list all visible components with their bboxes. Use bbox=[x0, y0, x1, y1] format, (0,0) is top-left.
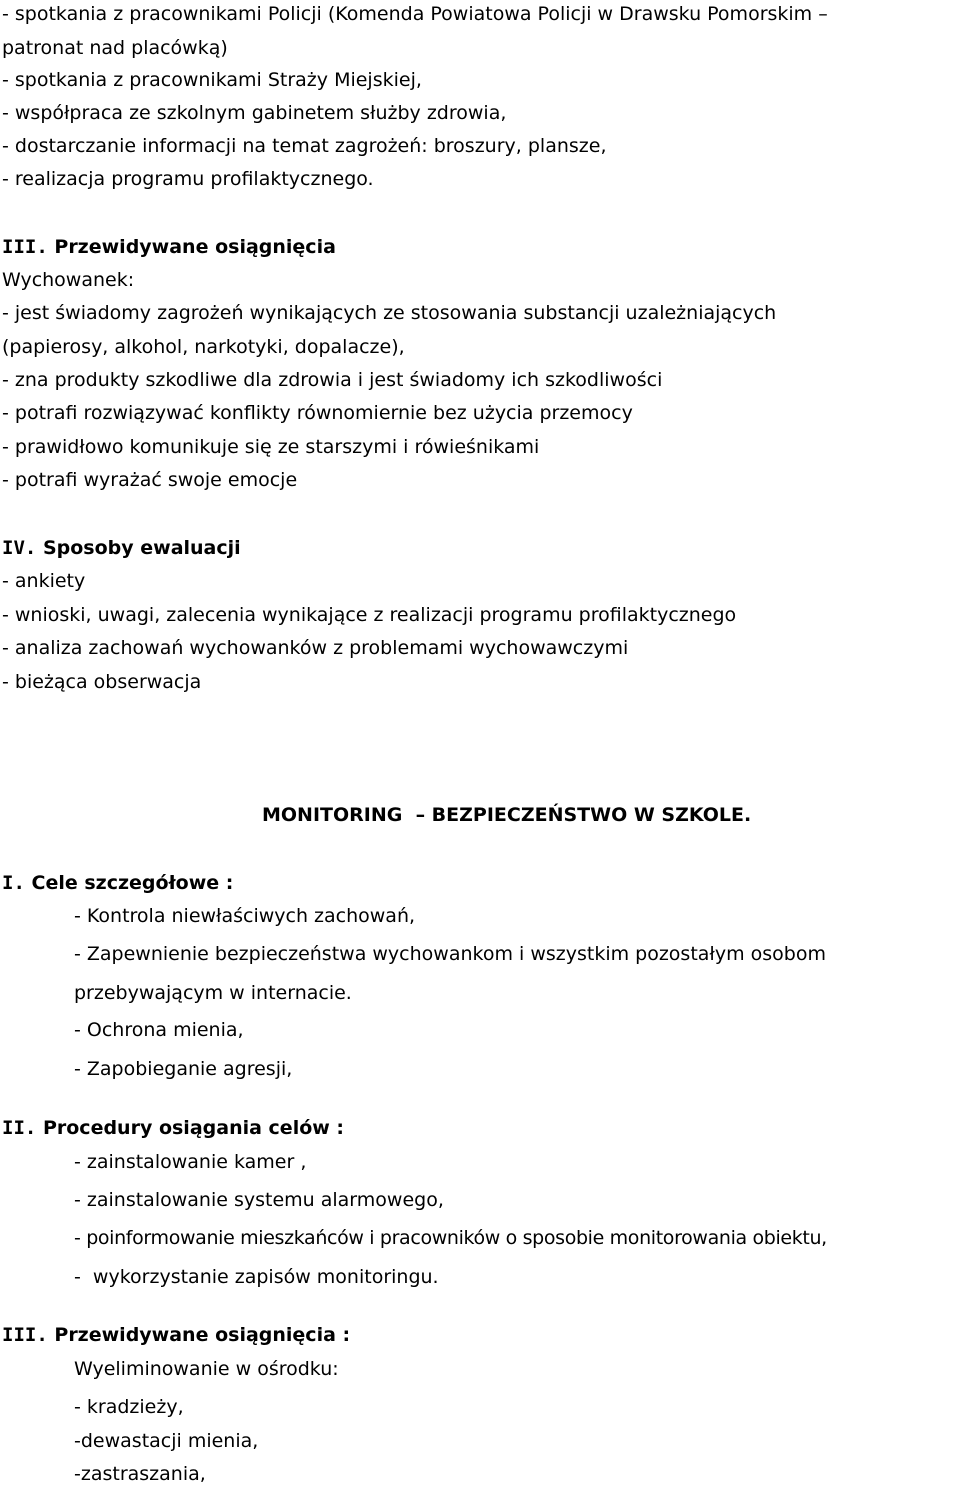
section-line: - jest świadomy zagrożeń wynikających ze stosowania substancji uzależniających bbox=[2, 302, 777, 324]
section-line: - wnioski, uwagi, zalecenia wynikające z realizacji programu profilaktycznego bbox=[2, 604, 737, 626]
section-line: - wykorzystanie zapisów monitoringu. bbox=[74, 1266, 439, 1288]
section-line: - analiza zachowań wychowanków z problemami wychowawczymi bbox=[2, 637, 629, 659]
section-line: - zainstalowanie kamer , bbox=[74, 1151, 307, 1173]
section-line: - Ochrona mienia, bbox=[74, 1019, 244, 1041]
section-line: - zna produkty szkodliwe dla zdrowia i jest świadomy ich szkodliwości bbox=[2, 369, 663, 391]
section-heading bbox=[2, 1322, 350, 1348]
section-line: przebywającym w internacie. bbox=[74, 982, 352, 1004]
intro-line: patronat nad placówką) bbox=[2, 37, 228, 59]
section-title: Sposoby ewaluacji bbox=[42, 537, 241, 559]
section-number: II. bbox=[2, 1117, 37, 1139]
section-heading bbox=[2, 535, 241, 561]
section-line: - potrafi rozwiązywać konflikty równomiernie bez użycia przemocy bbox=[2, 402, 633, 424]
intro-line: - dostarczanie informacji na temat zagrożeń: broszury, plansze, bbox=[2, 135, 607, 157]
section-number: IV. bbox=[2, 537, 37, 559]
section-line: - poinformowanie mieszkańców i pracowników o sposobie monitorowania obiektu, bbox=[74, 1227, 827, 1249]
section-title: Przewidywane osiągnięcia : bbox=[54, 1324, 351, 1346]
document-title: MONITORING – BEZPIECZEŃSTWO W SZKOLE. bbox=[262, 804, 752, 826]
section-title: Przewidywane osiągnięcia bbox=[54, 236, 336, 258]
section-line: Wyeliminowanie w ośrodku: bbox=[74, 1358, 339, 1380]
section-title: Cele szczegółowe : bbox=[31, 872, 234, 894]
intro-line: - współpraca ze szkolnym gabinetem służby zdrowia, bbox=[2, 102, 507, 124]
section-line: - Zapobieganie agresji, bbox=[74, 1058, 293, 1080]
section-line: -zastraszania, bbox=[74, 1463, 206, 1485]
section-line: Wychowanek: bbox=[2, 269, 135, 291]
section-heading bbox=[2, 1115, 344, 1141]
section-line: - ankiety bbox=[2, 570, 86, 592]
section-heading bbox=[2, 234, 336, 260]
section-heading bbox=[2, 870, 233, 896]
section-line: - Zapewnienie bezpieczeństwa wychowankom i wszystkim pozostałym osobom bbox=[74, 943, 826, 965]
section-number: I. bbox=[2, 872, 25, 894]
section-number: III. bbox=[2, 236, 48, 258]
section-line: - kradzieży, bbox=[74, 1396, 184, 1418]
intro-line: - spotkania z pracownikami Straży Miejskiej, bbox=[2, 69, 422, 91]
intro-line: - realizacja programu profilaktycznego. bbox=[2, 168, 374, 190]
section-line: (papierosy, alkohol, narkotyki, dopalacze), bbox=[2, 336, 405, 358]
section-line: - zainstalowanie systemu alarmowego, bbox=[74, 1189, 444, 1211]
section-line: - bieżąca obserwacja bbox=[2, 671, 202, 693]
section-number: III. bbox=[2, 1324, 48, 1346]
section-title: Procedury osiągania celów : bbox=[42, 1117, 345, 1139]
section-line: -dewastacji mienia, bbox=[74, 1430, 259, 1452]
section-line: - potrafi wyrażać swoje emocje bbox=[2, 469, 298, 491]
section-line: - prawidłowo komunikuje się ze starszymi i rówieśnikami bbox=[2, 436, 540, 458]
intro-line: - spotkania z pracownikami Policji (Komenda Powiatowa Policji w Drawsku Pomorskim – bbox=[2, 3, 828, 25]
section-line: - Kontrola niewłaściwych zachowań, bbox=[74, 905, 416, 927]
